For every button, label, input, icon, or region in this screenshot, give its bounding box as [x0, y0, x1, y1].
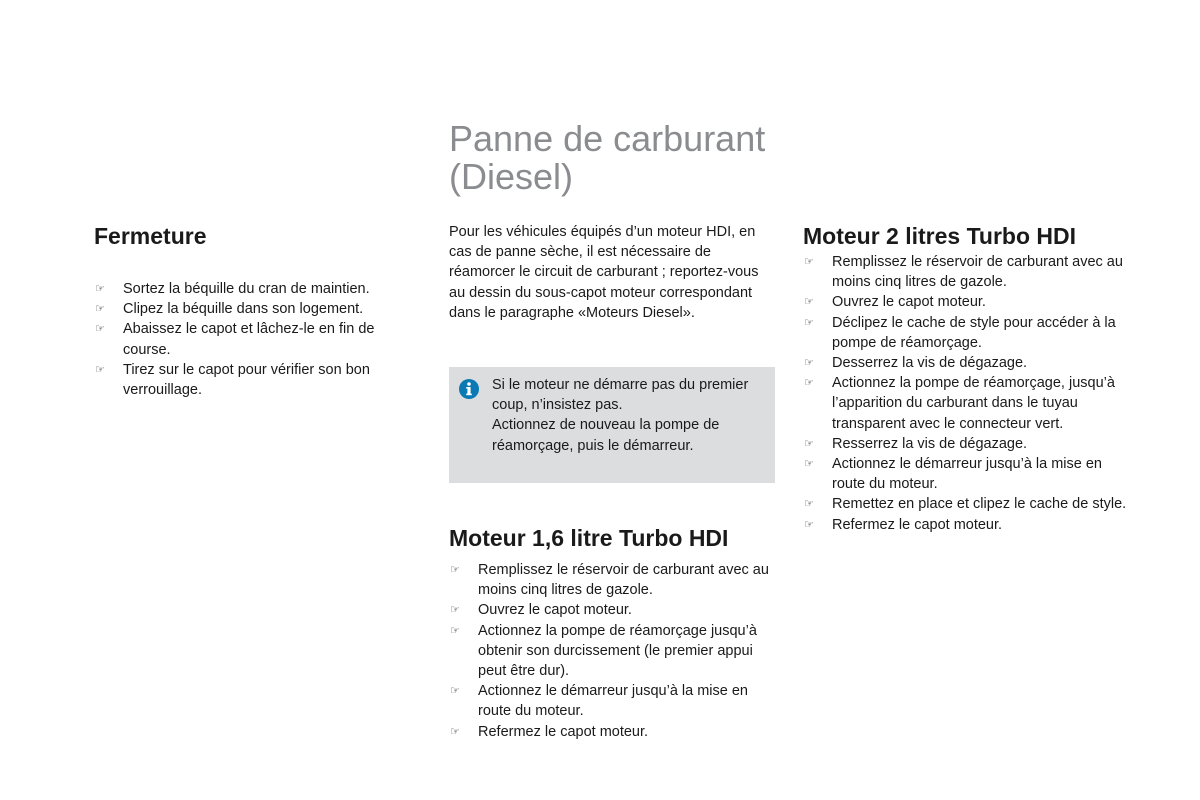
pointing-hand-icon: ☞ — [95, 323, 105, 336]
step-text: Refermez le capot moteur. — [478, 723, 649, 740]
list-item — [803, 252, 1133, 292]
pointing-hand-icon: ☞ — [95, 283, 105, 295]
moteur-2-heading: Moteur 2 litres Turbo HDI — [803, 223, 1077, 249]
list-item — [94, 319, 394, 359]
list-item — [803, 353, 1133, 373]
step-text: Ouvrez le capot moteur. — [832, 294, 986, 311]
moteur-16-section — [449, 524, 779, 742]
list-item — [94, 279, 394, 299]
step-text: Refermez le capot moteur. — [832, 516, 1003, 533]
moteur-2-steps — [803, 252, 1133, 535]
intro-paragraph: Pour les véhicules équipés d’un moteur HDI, en cas de panne sèche, il est nécessaire de réamorcer le circuit de carburant ; reportez-vous au dessin du sous-capot moteur correspondant dans le paragraphe «Moteurs Diesel». — [449, 224, 759, 321]
list-item — [449, 621, 779, 682]
pointing-hand-icon: ☞ — [450, 604, 460, 617]
step-text: Sortez la béquille du cran de maintien. — [123, 281, 370, 297]
step-text: Clipez la béquille dans son logement. — [123, 301, 364, 318]
step-text: Actionnez la pompe de réamorçage jusqu’à obtenir son durcissement (le premier appui peut être dur). — [478, 622, 757, 680]
list-item — [803, 373, 1133, 434]
pointing-hand-icon: ☞ — [804, 357, 814, 370]
step-text: Ouvrez le capot moteur. — [478, 602, 632, 619]
step-text: Actionnez le démarreur jusqu’à la mise en route du moteur. — [832, 456, 1102, 493]
list-item — [94, 360, 394, 400]
step-text: Remettez en place et clipez le cache de style. — [832, 496, 1127, 513]
list-item — [94, 299, 394, 319]
fermeture-steps — [94, 279, 394, 400]
pointing-hand-icon: ☞ — [450, 725, 460, 738]
list-item — [449, 600, 779, 620]
list-item — [803, 313, 1133, 353]
step-text: Remplissez le réservoir de carburant avec au moins cinq litres de gazole. — [478, 562, 769, 599]
step-text: Desserrez la vis de dégazage. — [832, 355, 1028, 372]
fermeture-heading: Fermeture — [94, 223, 207, 249]
step-text: Remplissez le réservoir de carburant avec au moins cinq litres de gazole. — [832, 254, 1123, 291]
list-item — [449, 560, 779, 600]
moteur-16-heading: Moteur 1,6 litre Turbo HDI — [449, 525, 729, 551]
step-text: Abaissez le capot et lâchez-le en fin de course. — [123, 321, 375, 358]
list-item — [803, 494, 1133, 514]
info-icon — [459, 379, 479, 399]
step-text: Actionnez la pompe de réamorçage, jusqu’à l’apparition du carburant dans le tuyau transparent avec le connecteur vert. — [832, 375, 1115, 432]
pointing-hand-icon: ☞ — [804, 296, 814, 309]
pointing-hand-icon: ☞ — [804, 437, 814, 450]
info-text-2: Actionnez de nouveau la pompe de réamorçage, puis le démarreur. — [492, 417, 720, 454]
page-title: Panne de carburant (Diesel) — [449, 118, 766, 197]
pointing-hand-icon: ☞ — [450, 685, 460, 698]
fermeture-section — [94, 222, 394, 400]
list-item — [803, 454, 1133, 494]
pointing-hand-icon: ☞ — [804, 256, 814, 268]
list-item — [803, 434, 1133, 454]
list-item — [449, 722, 779, 742]
step-text: Tirez sur le capot pour vérifier son bon verrouillage. — [123, 361, 370, 399]
moteur-16-steps — [449, 560, 779, 742]
list-item — [449, 681, 779, 721]
pointing-hand-icon: ☞ — [804, 377, 814, 390]
info-text-1: Si le moteur ne démarre pas du premier coup, n’insistez pas. — [492, 377, 749, 414]
pointing-hand-icon: ☞ — [804, 316, 814, 329]
pointing-hand-icon: ☞ — [804, 498, 814, 511]
pointing-hand-icon: ☞ — [450, 564, 460, 576]
step-text: Actionnez le démarreur jusqu’à la mise en route du moteur. — [478, 683, 748, 720]
intro-section — [449, 222, 775, 323]
info-box — [449, 367, 775, 483]
pointing-hand-icon: ☞ — [804, 458, 814, 471]
pointing-hand-icon: ☞ — [804, 518, 814, 531]
pointing-hand-icon: ☞ — [95, 303, 105, 316]
list-item — [803, 515, 1133, 535]
moteur-2-section — [803, 222, 1133, 535]
step-text: Resserrez la vis de dégazage. — [832, 435, 1028, 452]
pointing-hand-icon: ☞ — [95, 363, 105, 376]
step-text: Déclipez le cache de style pour accéder à la pompe de réamorçage. — [832, 314, 1116, 351]
pointing-hand-icon: ☞ — [450, 624, 460, 637]
list-item — [803, 292, 1133, 312]
